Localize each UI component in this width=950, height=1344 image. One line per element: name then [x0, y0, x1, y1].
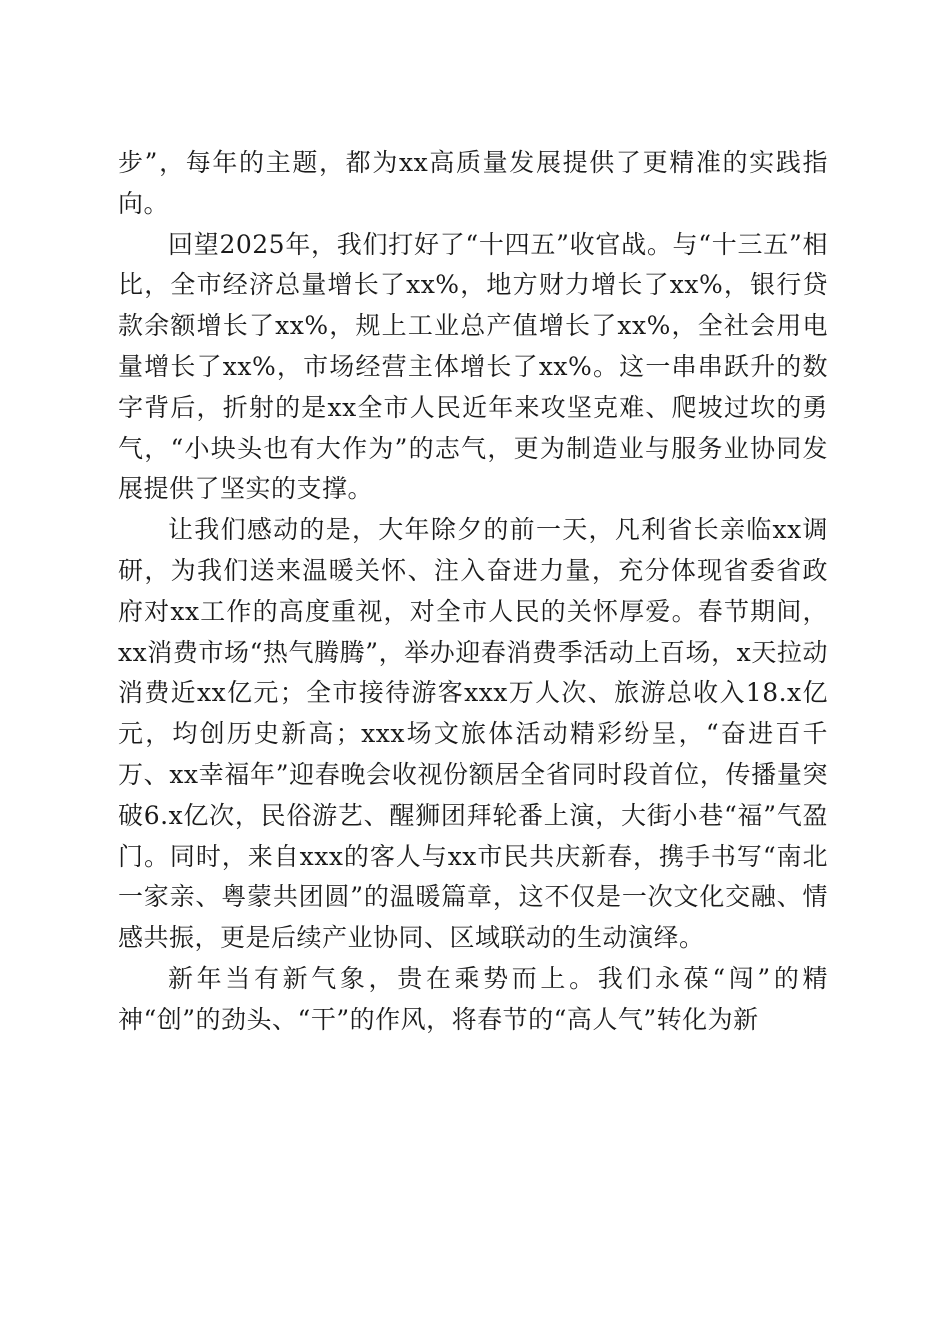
document-body	[118, 143, 828, 1041]
paragraph-review-2025: 回望2025年，我们打好了“十四五”收官战。与“十三五”相比，全市经济总量增长了xx%，地方财力增长了xx%，银行贷款余额增长了xx%，规上工业总产值增长了xx%，全社会用电量增长了xx%，市场经营主体增长了xx%。这一串串跃升的数字背后，折射的是xx全市人民近年来攻坚克难、爬坡过坎的勇气，“小块头也有大作为”的志气，更为制造业与服务业协同发展提供了坚实的支撑。	[118, 229, 828, 504]
paragraph-continuation: 步”，每年的主题，都为xx高质量发展提供了更精准的实践指向。	[118, 148, 828, 218]
paragraph-spring-festival: 让我们感动的是，大年除夕的前一天，凡利省长亲临xx调研，为我们送来温暖关怀、注入奋进力量，充分体现省委省政府对xx工作的高度重视，对全市人民的关怀厚爱。春节期间，xx消费市场“热气腾腾”，举办迎春消费季活动上百场，x天拉动消费近xx亿元；全市接待游客xxx万人次、旅游总收入18.x亿元，均创历史新高；xxx场文旅体活动精彩纷呈，“奋进百千万、xx幸福年”迎春晚会收视份额居全省同时段首位，传播量突破6.x亿次，民俗游艺、醒狮团拜轮番上演，大街小巷“福”气盈门。同时，来自xxx的客人与xx市民共庆新春，携手书写“南北一家亲、粤蒙共团圆”的温暖篇章，这不仅是一次文化交融、情感共振，更是后续产业协同、区域联动的生动演绎。	[118, 515, 828, 953]
paragraph-new-year: 新年当有新气象，贵在乘势而上。我们永葆“闯”的精神“创”的劲头、“干”的作风，将春节的“高人气”转化为新	[118, 963, 828, 1034]
